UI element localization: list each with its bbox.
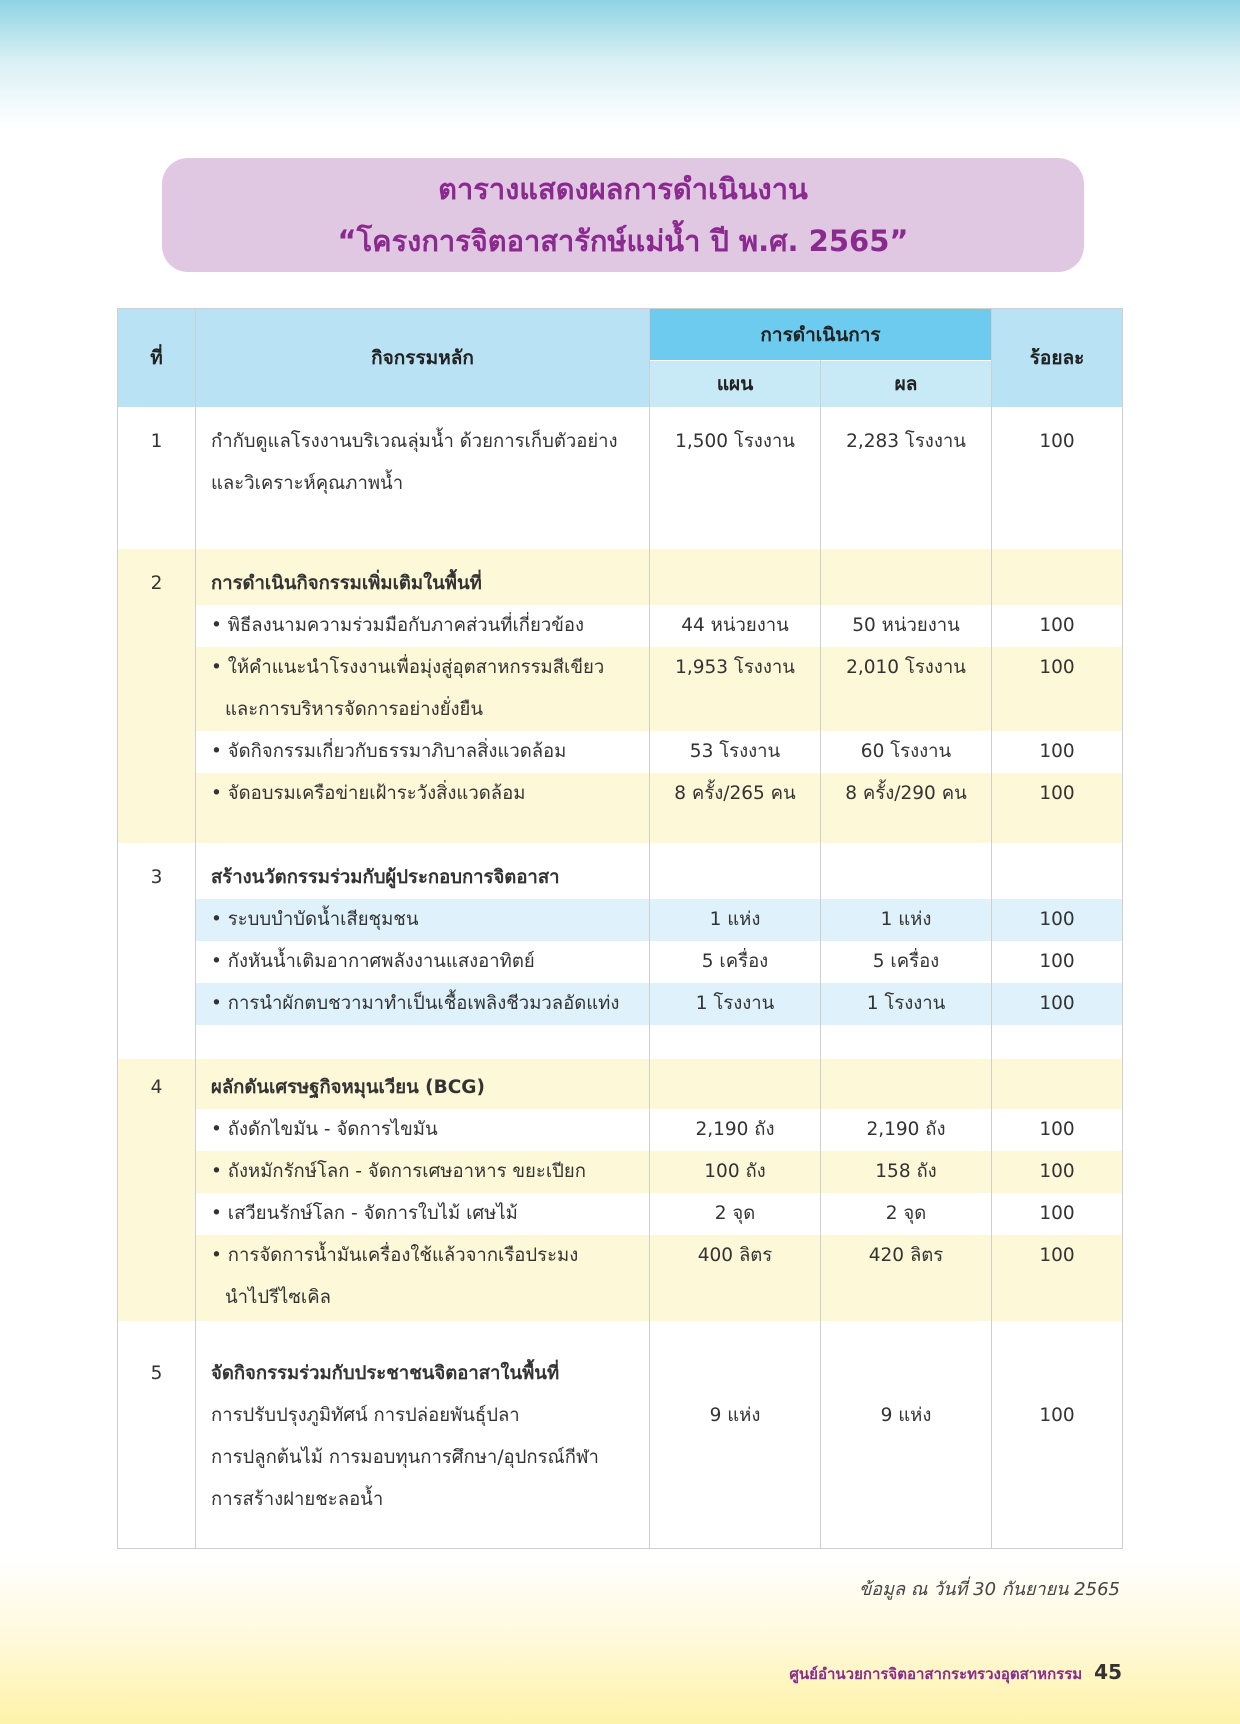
result-value: 2,190 ถัง — [821, 1109, 991, 1151]
percent-value: 100 — [992, 1193, 1122, 1235]
result-value: 9 แห่ง — [880, 1404, 932, 1426]
list-item: • พิธีลงนามความร่วมมือกับภาคส่วนที่เกี่ยวข้อง — [196, 605, 649, 647]
list-item: • ถังหมักรักษ์โลก - จัดการเศษอาหาร ขยะเปียก — [196, 1151, 649, 1193]
header-main-activity: กิจกรรมหลัก — [196, 309, 650, 407]
plan-value: 1,500 โรงงาน — [675, 430, 795, 452]
percent-value: 100 — [992, 731, 1122, 773]
percent-value: 100 — [992, 983, 1122, 1025]
plan-value: 400 ลิตร — [697, 1244, 773, 1266]
row-heading: สร้างนวัตกรรมร่วมกับผู้ประกอบการจิตอาสา — [211, 866, 560, 888]
list-item: • จัดกิจกรรมเกี่ยวกับธรรมาภิบาลสิ่งแวดล้อม — [196, 731, 649, 773]
row-no: 3 — [150, 866, 163, 888]
result-value: 1 โรงงาน — [821, 983, 991, 1025]
list-item: • ให้คำแนะนำโรงงานเพื่อมุ่งสู่อุตสาหกรรมสีเขียว — [196, 647, 649, 689]
percent-value: 100 — [1039, 1244, 1075, 1266]
percent-value: 100 — [992, 899, 1122, 941]
page-number: 45 — [1094, 1660, 1122, 1684]
result-value: 50 หน่วยงาน — [821, 605, 991, 647]
row-no: 2 — [150, 572, 163, 594]
data-date-note: ข้อมูล ณ วันที่ 30 กันยายน 2565 — [858, 1579, 1120, 1600]
result-value: 158 ถัง — [875, 1160, 937, 1182]
plan-value: 44 หน่วยงาน — [650, 605, 820, 647]
header-no: ที่ — [118, 309, 196, 407]
row-heading: จัดกิจกรรมร่วมกับประชาชนจิตอาสาในพื้นที่ — [211, 1362, 560, 1384]
plan-value: 100 ถัง — [704, 1160, 766, 1182]
percent-value: 100 — [992, 1109, 1122, 1151]
header-percent: ร้อยละ — [992, 309, 1123, 407]
row-no: 5 — [150, 1362, 163, 1384]
plan-value: 5 เครื่อง — [701, 950, 769, 972]
plan-value: 1 แห่ง — [650, 899, 820, 941]
table-row — [118, 1321, 1123, 1549]
result-value: 5 เครื่อง — [872, 950, 940, 972]
result-value: 8 ครั้ง/290 คน — [845, 782, 967, 804]
list-item: • การจัดการน้ำมันเครื่องใช้แล้วจากเรือประมง — [196, 1235, 649, 1277]
result-value: 2 จุด — [821, 1193, 991, 1235]
row-text: กำกับดูแลโรงงานบริเวณลุ่มน้ำ ด้วยการเก็บตัวอย่าง — [211, 430, 618, 452]
plan-value: 2 จุด — [650, 1193, 820, 1235]
plan-value: 53 โรงงาน — [650, 731, 820, 773]
percent-value: 100 — [1039, 950, 1075, 972]
result-value: 1 แห่ง — [821, 899, 991, 941]
row-no: 1 — [118, 407, 196, 549]
header-result: ผล — [821, 361, 992, 407]
percent-value: 100 — [1039, 1404, 1075, 1426]
result-value: 2,283 โรงงาน — [846, 430, 966, 452]
row-heading: การดำเนินกิจกรรมเพิ่มเติมในพื้นที่ — [211, 572, 482, 594]
percent-value: 100 — [1039, 656, 1075, 678]
row-text: และวิเคราะห์คุณภาพน้ำ — [211, 472, 404, 494]
table-title-line2: “โครงการจิตอาสารักษ์แม่น้ำ ปี พ.ศ. 2565” — [337, 224, 909, 258]
table-row — [118, 407, 1123, 549]
plan-value: 1 โรงงาน — [650, 983, 820, 1025]
list-item: • กังหันน้ำเติมอากาศพลังงานแสงอาทิตย์ — [196, 941, 649, 983]
table-row — [118, 843, 1123, 1059]
result-value: 60 โรงงาน — [821, 731, 991, 773]
table-title-box — [162, 158, 1084, 272]
footer-org-name: ศูนย์อำนวยการจิตอาสากระทรวงอุตสาหกรรม — [789, 1665, 1083, 1683]
page-footer — [789, 1660, 1122, 1686]
row-text: การปรับปรุงภูมิทัศน์ การปล่อยพันธุ์ปลา — [211, 1404, 520, 1426]
row-text: การปลูกต้นไม้ การมอบทุนการศึกษา/อุปกรณ์กีฬา — [211, 1446, 599, 1468]
row-text: การสร้างฝายชะลอน้ำ — [211, 1488, 384, 1510]
plan-value: 2,190 ถัง — [650, 1109, 820, 1151]
header-operation: การดำเนินการ — [650, 309, 992, 361]
list-item: • ถังดักไขมัน - จัดการไขมัน — [196, 1109, 649, 1151]
table-row — [118, 1059, 1123, 1321]
list-item: • จัดอบรมเครือข่ายเฝ้าระวังสิ่งแวดล้อม — [196, 773, 649, 815]
plan-value: 8 ครั้ง/265 คน — [674, 782, 796, 804]
list-item-cont: และการบริหารจัดการอย่างยั่งยืน — [225, 698, 484, 720]
list-item: • เสวียนรักษ์โลก - จัดการใบไม้ เศษไม้ — [196, 1193, 649, 1235]
percent-value: 100 — [992, 605, 1122, 647]
table-row — [118, 549, 1123, 843]
plan-value: 1,953 โรงงาน — [675, 656, 795, 678]
list-item: • ระบบบำบัดน้ำเสียชุมชน — [196, 899, 649, 941]
results-table — [117, 308, 1123, 1549]
plan-value: 9 แห่ง — [709, 1404, 761, 1426]
result-value: 2,010 โรงงาน — [846, 656, 966, 678]
percent-value: 100 — [1039, 1160, 1075, 1182]
row-heading: ผลักดันเศรษฐกิจหมุนเวียน (BCG) — [211, 1076, 485, 1098]
table-title-line1: ตารางแสดงผลการดำเนินงาน — [438, 172, 808, 206]
result-value: 420 ลิตร — [868, 1244, 944, 1266]
row-no: 4 — [150, 1076, 163, 1098]
percent-value: 100 — [1039, 430, 1075, 452]
list-item: • การนำผักตบชวามาทำเป็นเชื้อเพลิงชีวมวลอัดแท่ง — [196, 983, 649, 1025]
header-plan: แผน — [650, 361, 821, 407]
list-item-cont: นำไปรีไซเคิล — [225, 1286, 331, 1308]
percent-value: 100 — [1039, 782, 1075, 804]
